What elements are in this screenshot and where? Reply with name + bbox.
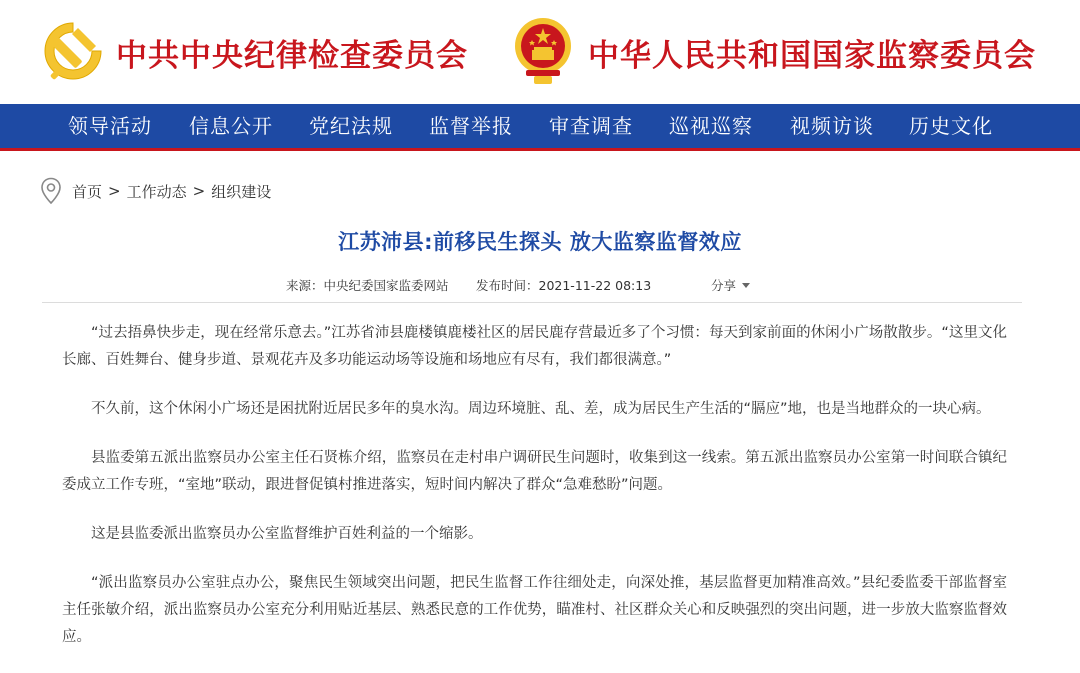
nav-item-info-disclosure[interactable]: 信息公开 [189, 114, 273, 138]
article-body [62, 320, 1007, 673]
meta-divider [42, 302, 1022, 303]
share-button[interactable] [711, 276, 750, 296]
article-publish-time: 发布时间：2021-11-22 08:13 [476, 278, 652, 293]
breadcrumb-org-building[interactable]: 组织建设 [211, 182, 272, 201]
location-pin-icon [40, 177, 62, 205]
nav-item-history[interactable]: 历史文化 [909, 114, 993, 138]
nav-accent-stripe [0, 148, 1080, 151]
breadcrumb-work-news[interactable]: 工作动态 [126, 182, 187, 201]
share-label: 分享 [711, 278, 737, 293]
article-paragraph: 这是县监委派出监察员办公室监督维护百姓利益的一个缩影。 [91, 526, 483, 542]
article-paragraph: 不久前，这个休闲小广场还是困扰附近居民多年的臭水沟。周边环境脏、乱、差，成为居民生产生活的“膈应”地，也是当地群众的一块心病。 [91, 401, 991, 417]
site-header [0, 0, 1080, 104]
cpc-ccdi-name[interactable]: 中共中央纪律检查委员会 [116, 38, 468, 74]
nav-item-inspection[interactable]: 巡视巡察 [669, 114, 753, 138]
breadcrumb-separator: > [108, 182, 121, 200]
nav-item-report[interactable]: 监督举报 [429, 114, 513, 138]
breadcrumb-home[interactable]: 首页 [72, 182, 103, 201]
nav-item-leadership[interactable]: 领导活动 [68, 114, 152, 138]
chevron-down-icon [742, 283, 750, 288]
article-source: 来源：中央纪委国家监委网站 [286, 278, 449, 293]
article-paragraph: “过去捂鼻快步走，现在经常乐意去。”江苏省沛县鹿楼镇鹿楼社区的居民鹿存营最近多了个习惯：每天到家前面的休闲小广场散散步。“这里文化长廊、百姓舞台、健身步道、景观花卉及多功能运动场等设施和场地应有尽有，我们都很满意。” [62, 325, 1007, 368]
nsc-name[interactable]: 中华人民共和国国家监察委员会 [588, 38, 1036, 74]
nav-item-regulations[interactable]: 党纪法规 [309, 114, 393, 138]
nav-item-investigation[interactable]: 审查调查 [549, 114, 633, 138]
breadcrumb-separator: > [192, 182, 206, 200]
nav-item-video[interactable]: 视频访谈 [790, 114, 874, 138]
article-paragraph: “派出监察员办公室驻点办公，聚焦民生领域突出问题，把民生监督工作往细处走，向深处推，基层监督更加精准高效。”县纪委监委干部监督室主任张敏介绍，派出监察员办公室充分利用贴近基层、熟悉民意的工作优势，瞄准村、社区群众关心和反映强烈的突出问题，进一步放大监察监督效应。 [62, 575, 1007, 645]
article-title: 江苏沛县:前移民生探头 放大监察监督效应 [338, 230, 742, 254]
breadcrumb [40, 176, 271, 206]
article-paragraph: 县监委第五派出监察员办公室主任石贤栋介绍，监察员在走村串户调研民生问题时，收集到这一线索。第五派出监察员办公室第一时间联合镇纪委成立工作专班，“室地”联动，跟进督促镇村推进落实，短时间内解决了群众“急难愁盼”问题。 [62, 450, 1007, 493]
party-emblem-icon[interactable] [40, 18, 106, 84]
national-emblem-icon[interactable] [512, 14, 574, 88]
main-nav [0, 104, 1080, 148]
